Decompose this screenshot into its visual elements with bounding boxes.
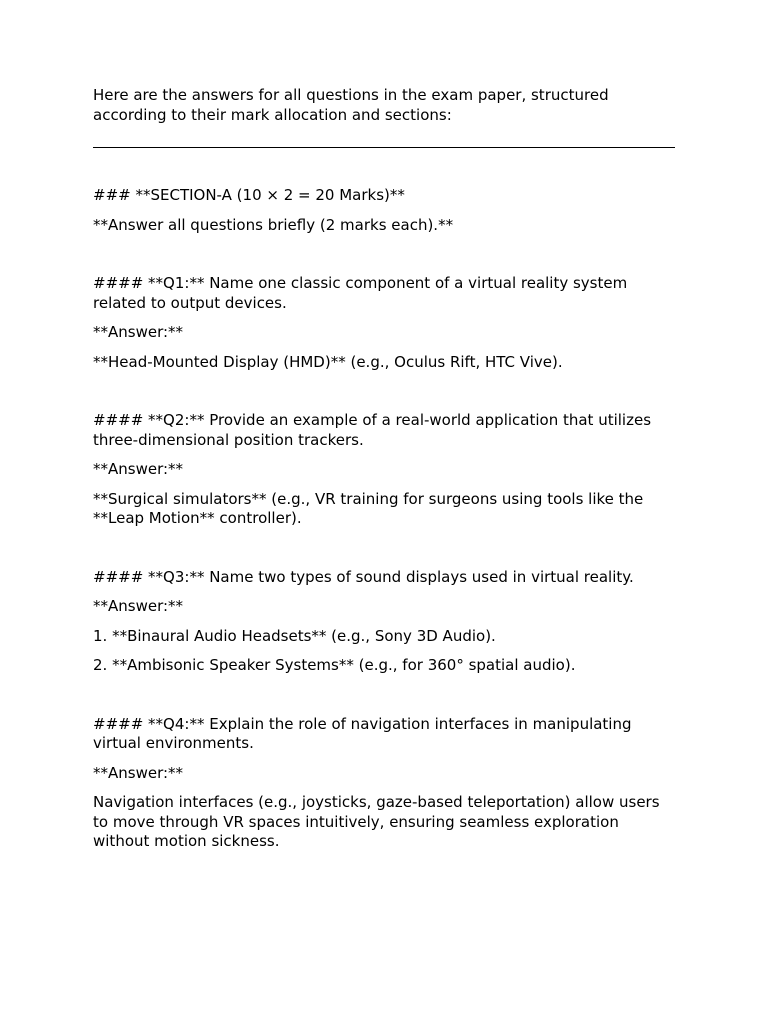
question-text: #### **Q2:** Provide an example of a real-world application that utilizes three-dimensional position trackers. — [93, 411, 652, 449]
question-block-q2 — [93, 411, 678, 529]
answer-label: **Answer:** — [93, 460, 184, 478]
document-page — [93, 86, 678, 891]
question-block-q3 — [93, 568, 678, 676]
answer-line: **Surgical simulators** (e.g., VR training for surgeons using tools like the **Leap Motion** controller). — [93, 489, 644, 527]
answer-label: **Answer:** — [93, 763, 184, 782]
answer-label: **Answer:** — [93, 323, 184, 341]
question-text: #### **Q4:** Explain the role of navigation interfaces in manipulating virtual environments. — [93, 714, 632, 752]
question-text: #### **Q1:** Name one classic component of a virtual reality system related to output devices. — [93, 274, 628, 312]
section-heading: ### **SECTION-A (10 × 2 = 20 Marks)** — [93, 186, 405, 204]
section-instructions: **Answer all questions briefly (2 marks each).** — [93, 215, 454, 234]
question-block-q4 — [93, 715, 678, 852]
answer-line: **Head-Mounted Display (HMD)** (e.g., Oculus Rift, HTC Vive). — [93, 352, 563, 371]
answer-line: Navigation interfaces (e.g., joysticks, gaze-based teleportation) allow users to move through VR spaces intuitively, ensuring seamless exploration without motion sickness. — [93, 793, 660, 850]
intro-paragraph: Here are the answers for all questions in the exam paper, structured according to their mark allocation and sections: — [93, 86, 609, 124]
question-text: #### **Q3:** Name two types of sound displays used in virtual reality. — [93, 567, 634, 586]
answer-line: 2. **Ambisonic Speaker Systems** (e.g., for 360° spatial audio). — [93, 656, 576, 674]
answer-label: **Answer:** — [93, 597, 184, 615]
question-block-q1 — [93, 274, 678, 372]
answer-line: 1. **Binaural Audio Headsets** (e.g., Sony 3D Audio). — [93, 626, 496, 645]
horizontal-divider — [93, 147, 675, 148]
